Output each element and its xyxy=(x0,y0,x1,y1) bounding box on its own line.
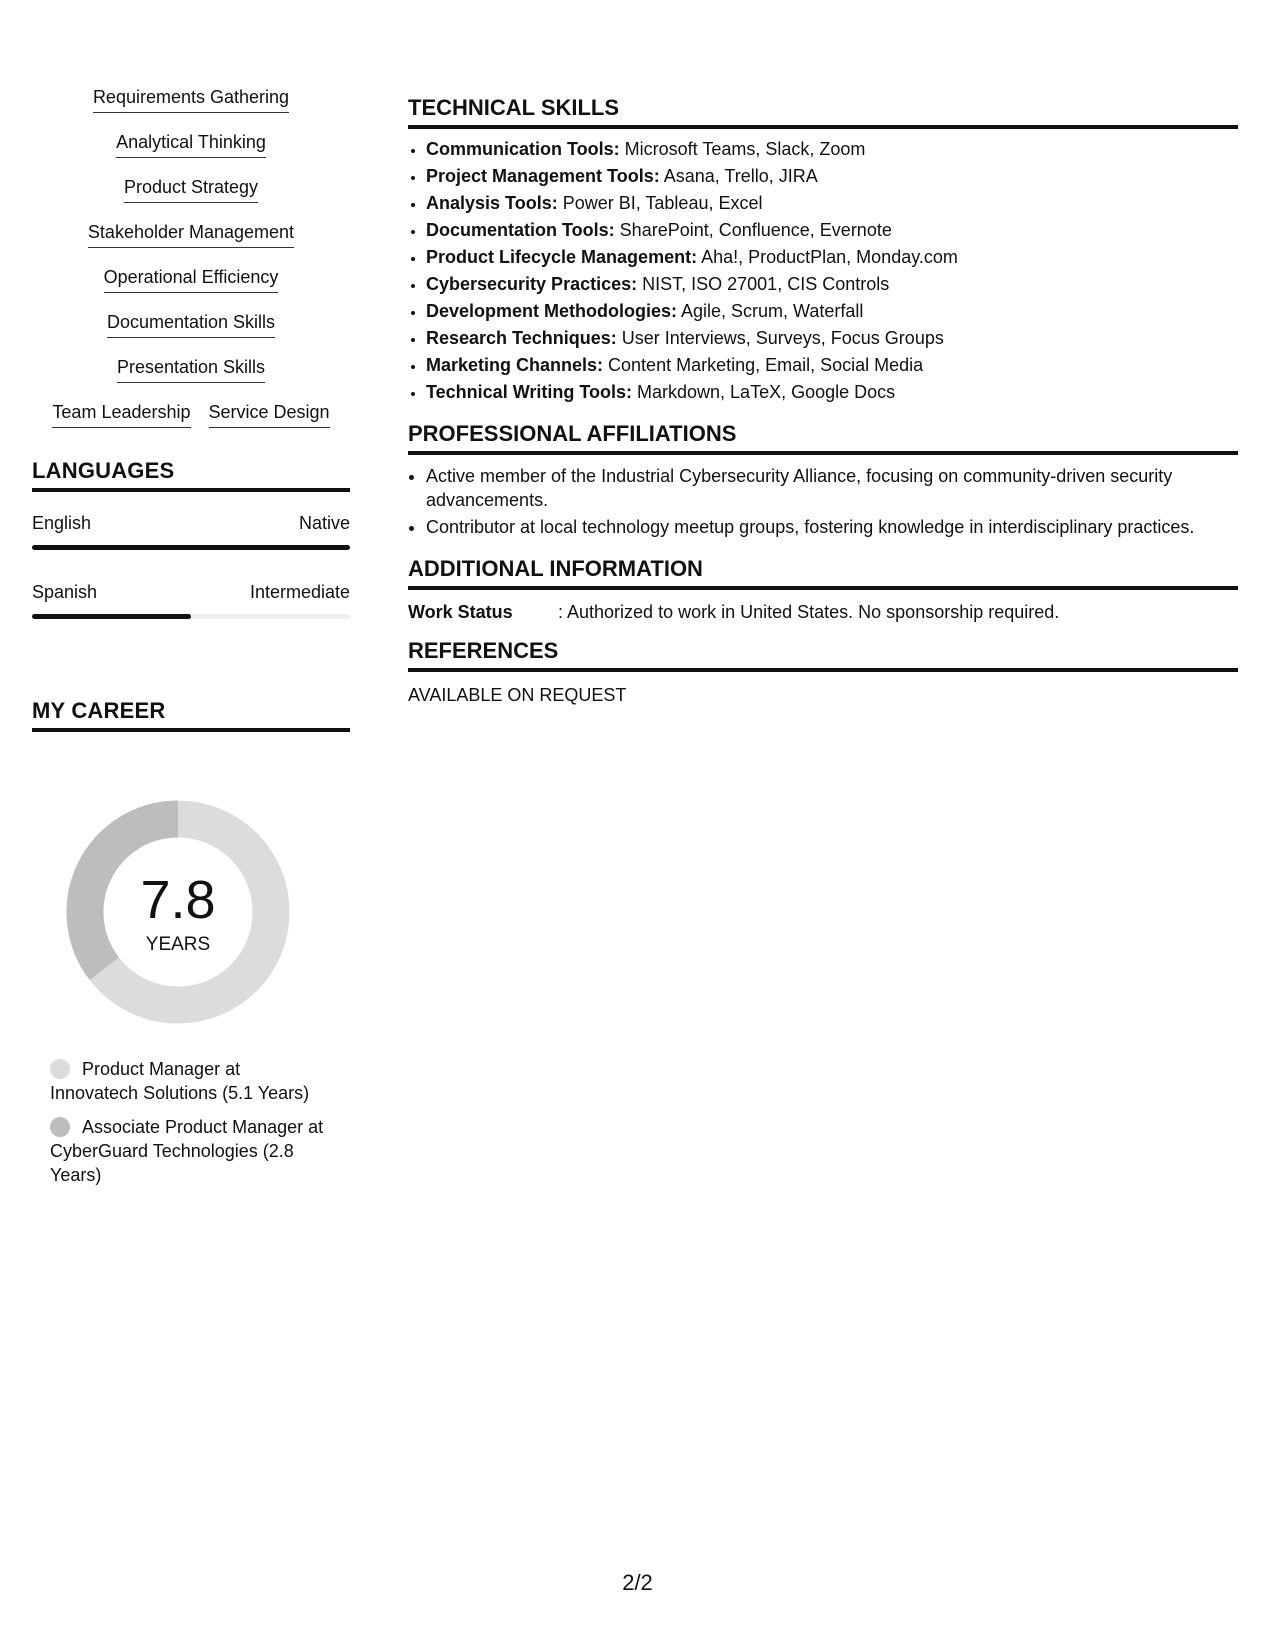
skill-values: SharePoint, Confluence, Evernote xyxy=(614,220,892,240)
affiliations-list xyxy=(408,464,1238,542)
skill-category: Documentation Tools: xyxy=(426,220,615,240)
skill-category: Communication Tools: xyxy=(426,139,620,159)
skill-row xyxy=(32,86,350,131)
work-status-label: Work Status xyxy=(408,602,513,622)
skill-values: Asana, Trello, JIRA xyxy=(659,166,818,186)
skill-tag: Requirements Gathering xyxy=(93,86,289,113)
skill-values: NIST, ISO 27001, CIS Controls xyxy=(637,274,890,294)
skill-tag: Presentation Skills xyxy=(117,356,265,383)
language-level: Native xyxy=(298,513,350,533)
legend-item xyxy=(50,1115,330,1187)
skill-category: Research Techniques: xyxy=(426,328,617,348)
skill-tag: Analytical Thinking xyxy=(116,131,266,158)
legend-label: Associate Product Manager at CyberGuard Technologies (2.8 Years) xyxy=(50,1117,324,1185)
references-text: AVAILABLE ON REQUEST xyxy=(408,685,627,705)
skill-row xyxy=(32,266,350,311)
skill-values: Microsoft Teams, Slack, Zoom xyxy=(619,139,866,159)
work-status-value: : Authorized to work in United States. No sponsorship required. xyxy=(558,602,1060,622)
list-item: • Contributor at local technology meetup groups, fostering knowledge in interdisciplinary practices. xyxy=(426,515,1238,539)
career-heading: MY CAREER xyxy=(32,698,350,732)
legend-dot xyxy=(50,1059,70,1079)
legend-item xyxy=(50,1057,330,1105)
skill-category: Analysis Tools: xyxy=(426,193,558,213)
list-item xyxy=(426,136,1238,163)
skill-category: Cybersecurity Practices: xyxy=(426,274,638,294)
skill-values: Markdown, LaTeX, Google Docs xyxy=(632,382,896,402)
list-item xyxy=(426,379,1238,406)
list-item xyxy=(426,271,1238,298)
skill-tag: Team Leadership xyxy=(52,401,190,428)
list-item xyxy=(426,352,1238,379)
legend-label: Product Manager at Innovatech Solutions (5.1 Years) xyxy=(50,1059,310,1103)
skill-tag: Operational Efficiency xyxy=(104,266,279,293)
references-heading: REFERENCES xyxy=(408,638,1238,672)
work-status xyxy=(408,601,1059,623)
language-bar-fill xyxy=(32,545,350,550)
skill-row xyxy=(32,176,350,221)
skill-values: Power BI, Tableau, Excel xyxy=(557,193,763,213)
skill-values: Content Marketing, Email, Social Media xyxy=(603,355,924,375)
list-item: • Active member of the Industrial Cybersecurity Alliance, focusing on community-driven security advancements. xyxy=(426,464,1238,512)
skill-row xyxy=(32,311,350,356)
skill-category: Marketing Channels: xyxy=(426,355,604,375)
list-item xyxy=(426,298,1238,325)
skill-row xyxy=(32,356,350,401)
skill-tag: Stakeholder Management xyxy=(88,221,294,248)
additional-info-heading: ADDITIONAL INFORMATION xyxy=(408,556,1238,590)
skill-tag: Product Strategy xyxy=(124,176,258,203)
list-item xyxy=(426,325,1238,352)
skill-values: Agile, Scrum, Waterfall xyxy=(677,301,864,321)
language-item xyxy=(32,581,350,619)
skill-values: Aha!, ProductPlan, Monday.com xyxy=(697,247,958,267)
skill-row xyxy=(32,401,350,446)
language-bar-track xyxy=(32,614,350,619)
list-item xyxy=(426,163,1238,190)
list-item xyxy=(426,217,1238,244)
language-level: Intermediate xyxy=(249,582,350,602)
skill-tag: Documentation Skills xyxy=(107,311,275,338)
career-total-value: 7.8 xyxy=(140,870,216,930)
skill-row xyxy=(32,131,350,176)
skills-list xyxy=(32,86,350,446)
affiliations-heading: PROFESSIONAL AFFILIATIONS xyxy=(408,421,1238,455)
career-donut xyxy=(66,800,290,1024)
list-item xyxy=(426,244,1238,271)
skill-category: Development Methodologies: xyxy=(426,301,678,321)
language-bar-fill xyxy=(32,614,191,619)
skill-category: Technical Writing Tools: xyxy=(426,382,633,402)
legend-dot xyxy=(50,1117,70,1137)
skill-tag: Service Design xyxy=(209,401,330,428)
career-total-unit: YEARS xyxy=(145,934,211,955)
language-name: English xyxy=(32,513,92,533)
skill-values: User Interviews, Surveys, Focus Groups xyxy=(616,328,944,348)
list-item xyxy=(426,190,1238,217)
language-name: Spanish xyxy=(32,582,98,602)
career-legend xyxy=(50,1057,330,1197)
language-bar-track xyxy=(32,545,350,550)
page-number: 2/2 xyxy=(622,1570,653,1595)
skill-category: Product Lifecycle Management: xyxy=(426,247,698,267)
languages-heading: LANGUAGES xyxy=(32,458,350,492)
language-item xyxy=(32,512,350,550)
skill-row xyxy=(32,221,350,266)
technical-skills-heading: TECHNICAL SKILLS xyxy=(408,95,1238,129)
technical-skills-list xyxy=(408,136,1238,406)
skill-category: Project Management Tools: xyxy=(426,166,660,186)
